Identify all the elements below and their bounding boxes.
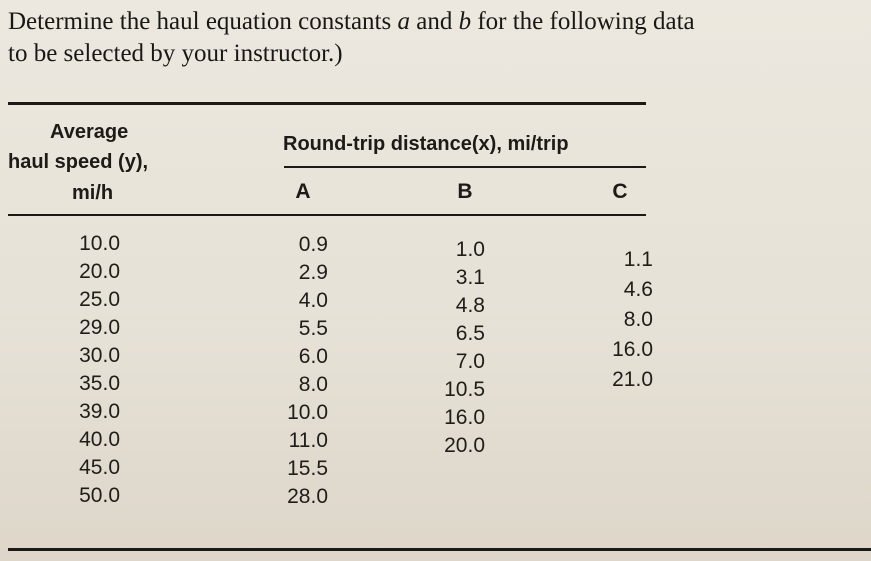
distance-b-cell: 1.0 [455, 238, 485, 261]
speed-cell: 50.0 [79, 484, 120, 507]
speed-header-line-2: haul speed (y), [8, 151, 149, 173]
distance-a-cell: 0.9 [298, 233, 328, 256]
distance-c-cell: 8.0 [623, 308, 653, 331]
header-bottom-rule [8, 214, 646, 216]
column-b-header: B [457, 180, 473, 203]
distance-a-cell: 11.0 [288, 429, 328, 452]
speed-cell: 10.0 [79, 232, 120, 255]
distance-header-rule [284, 166, 646, 168]
speed-header-line-3: mi/h [72, 182, 114, 204]
distance-a-cell: 2.9 [298, 261, 328, 284]
variable-b: b [458, 8, 472, 35]
distance-b-cell: 10.5 [444, 378, 485, 401]
speed-header-line-1: Average [50, 121, 129, 143]
column-c-values [593, 245, 653, 395]
speed-cell: 35.0 [79, 372, 120, 395]
distance-a-cell: 6.0 [298, 345, 328, 368]
speed-cell: 29.0 [79, 316, 120, 339]
speed-cell: 39.0 [79, 400, 120, 423]
speed-cell: 20.0 [79, 260, 120, 283]
problem-statement [8, 6, 863, 70]
distance-c-cell: 1.1 [623, 248, 653, 271]
distance-b-cell: 7.0 [455, 350, 485, 373]
speed-cell: 25.0 [79, 288, 120, 311]
distance-b-cell: 20.0 [444, 434, 485, 457]
distance-a-cell: 10.0 [287, 401, 328, 424]
distance-c-cell: 21.0 [612, 368, 653, 391]
column-b-values [425, 236, 485, 460]
distance-a-cell: 28.0 [287, 485, 328, 508]
distance-c-cell: 4.6 [623, 278, 653, 301]
distance-b-cell: 3.1 [455, 266, 485, 289]
distance-b-cell: 16.0 [444, 406, 485, 429]
distance-a-cell: 5.5 [298, 317, 328, 340]
table-bottom-rule [8, 548, 871, 551]
speed-cell: 45.0 [79, 456, 120, 479]
distance-c-cell: 16.0 [612, 338, 653, 361]
distance-b-cell: 6.5 [455, 322, 485, 345]
distance-a-cell: 15.5 [287, 457, 328, 480]
column-a-header: A [295, 180, 311, 203]
table-top-rule [8, 102, 646, 105]
problem-line-2: to be selected by your instructor.) [8, 40, 343, 67]
problem-line-1: Determine the haul equation constants a and b for the following data [8, 8, 695, 35]
speed-cell: 30.0 [79, 344, 120, 367]
speed-cell: 40.0 [79, 428, 120, 451]
distance-a-cell: 8.0 [298, 373, 328, 396]
column-c-header: C [612, 180, 628, 203]
speed-column [60, 230, 120, 510]
distance-b-cell: 4.8 [455, 294, 485, 317]
variable-a: a [397, 8, 410, 35]
distance-header: Round-trip distance(x), mi/trip [283, 133, 569, 155]
distance-a-cell: 4.0 [298, 289, 328, 312]
column-a-values [268, 231, 328, 511]
